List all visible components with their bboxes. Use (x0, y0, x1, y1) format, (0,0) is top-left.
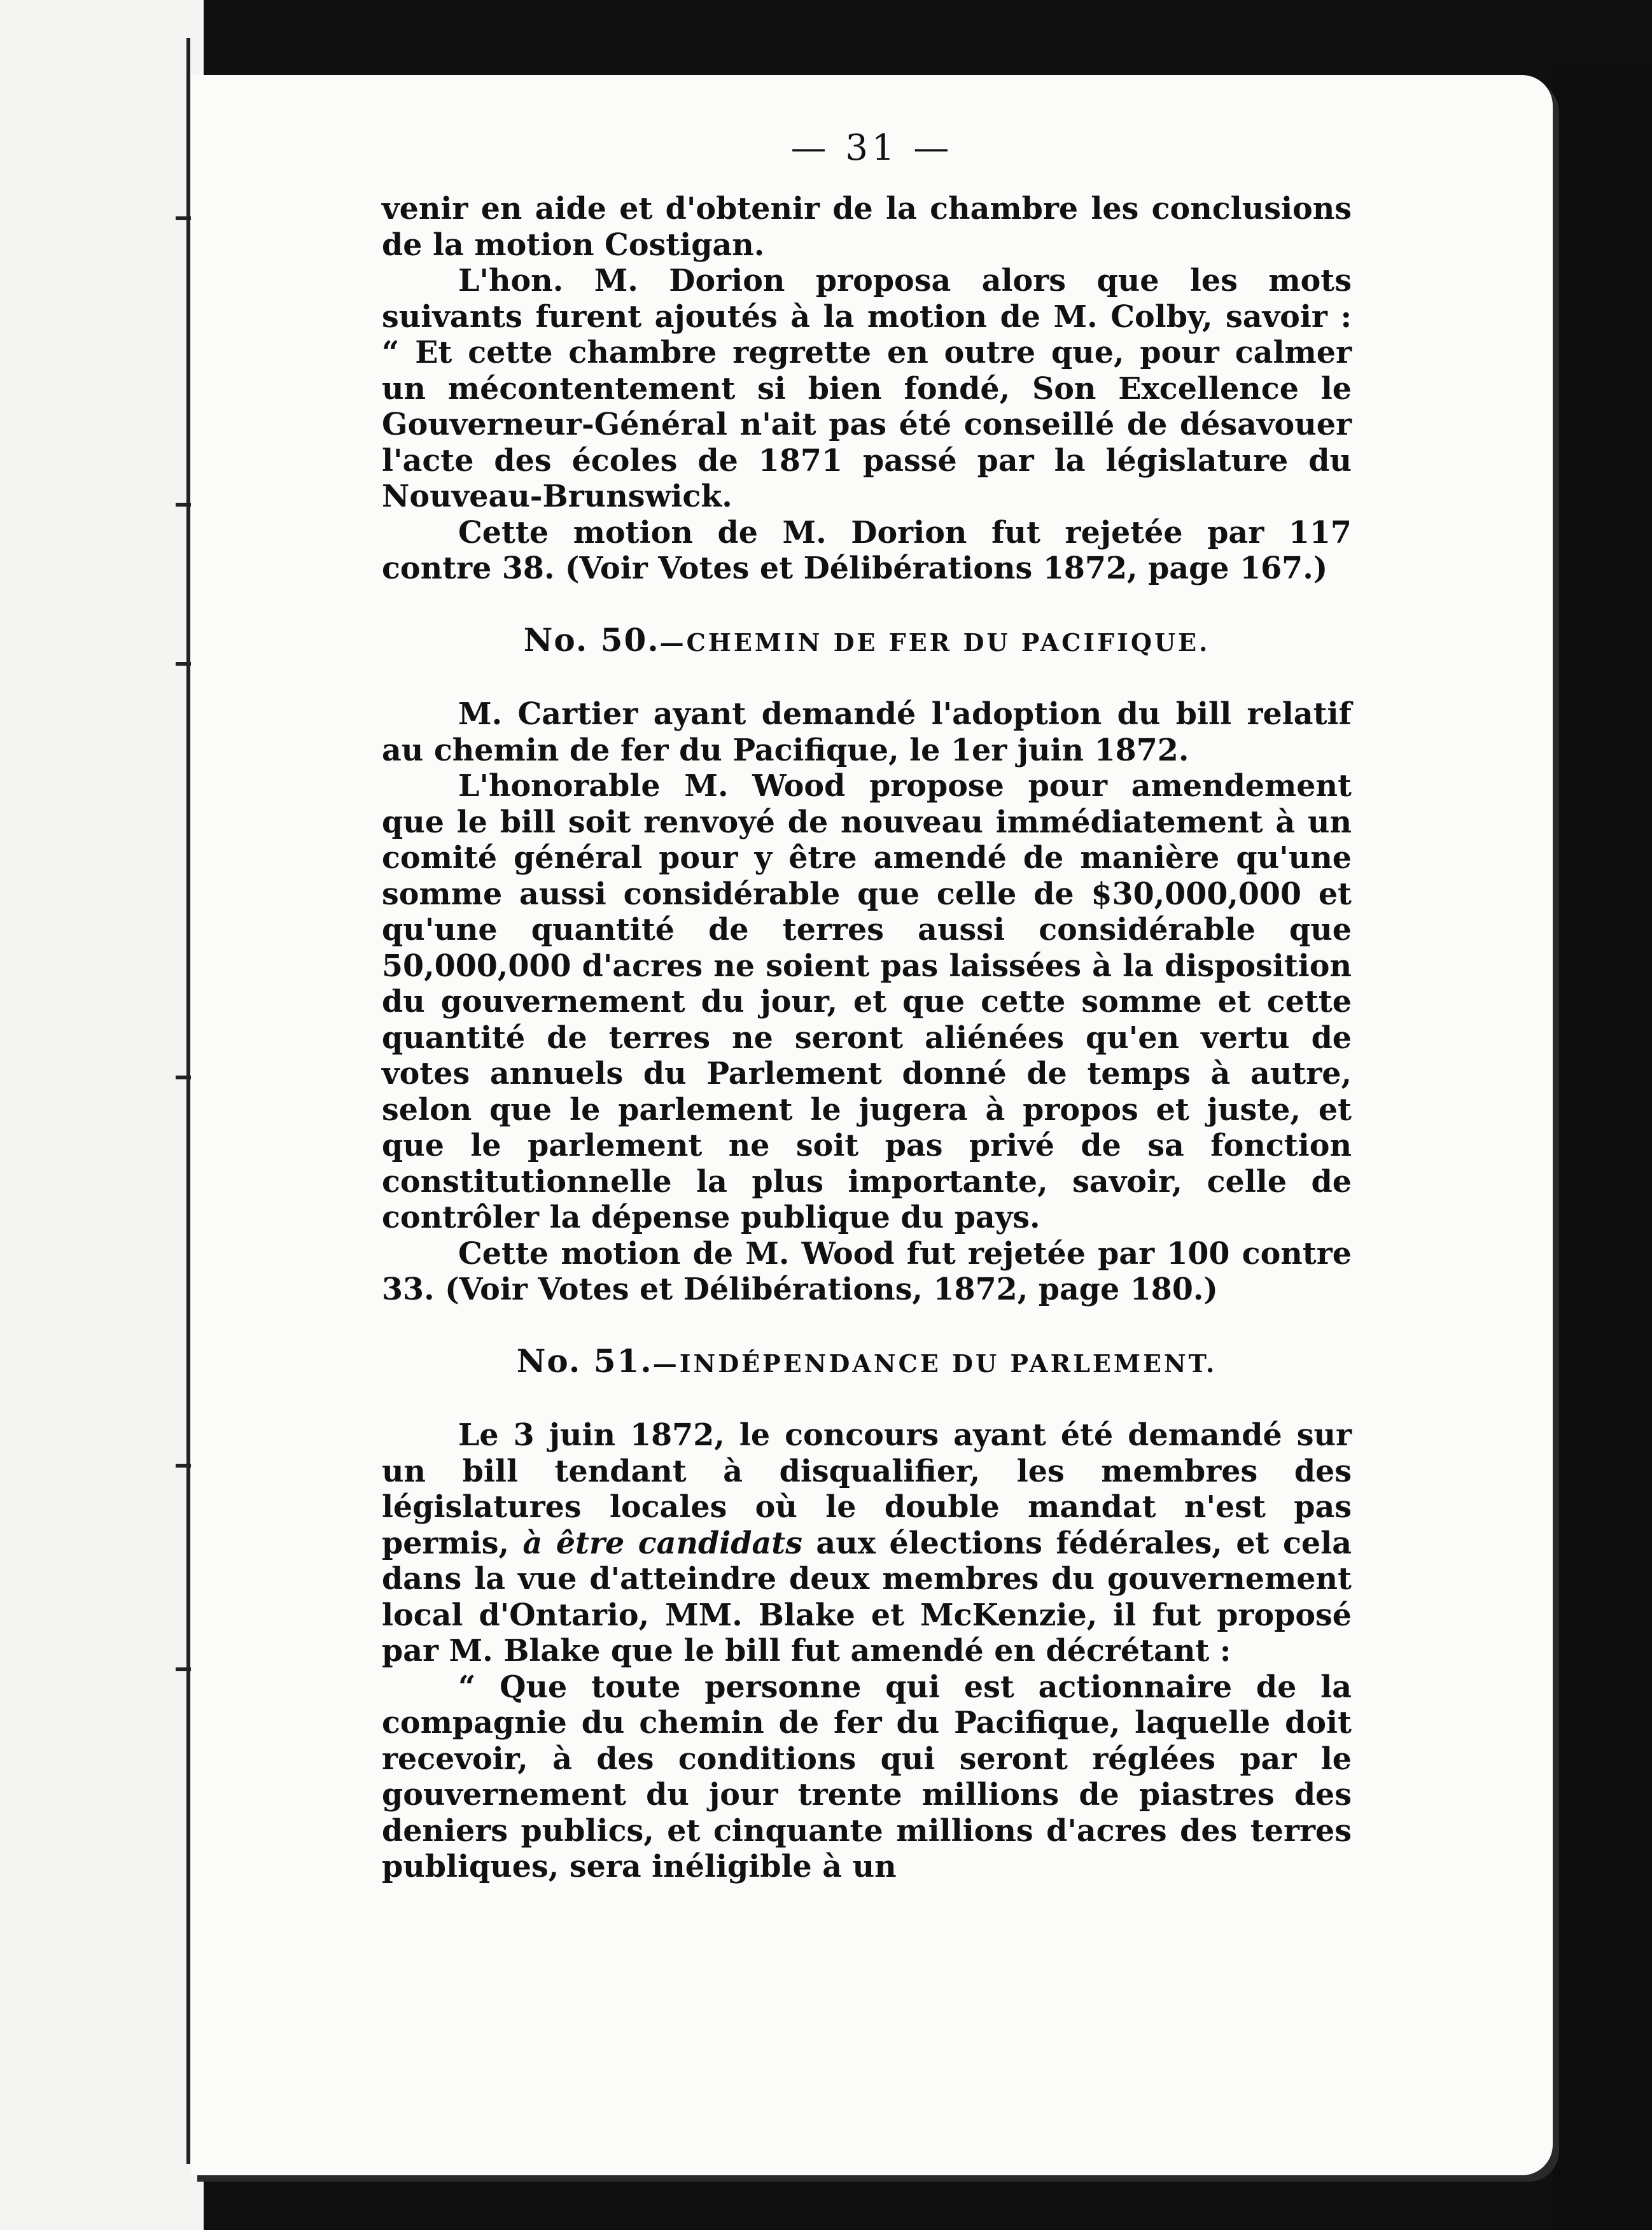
paragraph: venir en aide et d'obtenir de la chambre les conclusions de la motion Costigan. (382, 191, 1352, 263)
paragraph-text: aux élections fédérales, et cela dans la vue d'atteindre deux membres du gouvernement local d'Ontario, MM. Blake et McKenzie, il fut proposé par M. Blake que le bill fut amendé en décrétant : (382, 1525, 1352, 1669)
section-number: No. 50. (523, 621, 660, 659)
section-heading (382, 622, 1352, 661)
paragraph: Cette motion de M. Dorion fut rejetée par 117 contre 38. (Voir Votes et Délibérations 1872, page 167.) (382, 514, 1352, 586)
page-text (191, 0, 1553, 2100)
section-heading (382, 1343, 1352, 1382)
paragraph: “ Que toute personne qui est actionnaire de la compagnie du chemin de fer du Pacifique, laquelle doit recevoir, à des conditions qui seront réglées par le gouvernement du jour trente millions de piastres des deniers publics, et cinquante millions d'acres des terres publiques, sera inéligible à un (382, 1669, 1352, 1884)
paragraph-text: Le 3 juin 1872, le concours ayant été demandé sur un bill tendant à disqualifier, les membres des législatures locales où le double mandat n'est pas permis, (382, 1417, 1352, 1561)
scan-background (1553, 64, 1652, 2230)
paragraph: Cette motion de M. Wood fut rejetée par 100 contre 33. (Voir Votes et Délibérations, 1872, page 180.) (382, 1235, 1352, 1307)
paragraph: L'honorable M. Wood propose pour amendement que le bill soit renvoyé de nouveau immédiatement à un comité général pour y être amendé de manière qu'une somme aussi considérable que celle de $30,000,000 et qu'une quantité de terres aussi considérable que 50,000,000 d'acres ne soient pas laissées à la disposition du gouvernement du jour, et que cette somme et cette quantité de terres ne seront aliénées qu'en vertu de votes annuels du Parlement donné de temps à autre, selon que le parlement le jugera à propos et juste, et que le parlement ne soit pas privé de sa fonction constitutionnelle la plus importante, savoir, celle de contrôler la dépense publique du pays. (382, 768, 1352, 1235)
italic-text: à être candidats (522, 1525, 802, 1561)
section-number: No. 51. (516, 1342, 653, 1380)
section-title: —INDÉPENDANCE DU PARLEMENT. (652, 1349, 1217, 1378)
paragraph: M. Cartier ayant demandé l'adoption du bill relatif au chemin de fer du Pacifique, le 1er juin 1872. (382, 696, 1352, 768)
facing-page-edge (0, 0, 204, 2230)
paragraph (382, 1417, 1352, 1669)
section-title: —CHEMIN DE FER DU PACIFIQUE. (659, 628, 1210, 657)
binding-thread (186, 38, 190, 2164)
paragraph: L'hon. M. Dorion proposa alors que les mots suivants furent ajoutés à la motion de M. Colby, savoir : “ Et cette chambre regrette en outre que, pour calmer un mécontentement si bien fondé, Son Excellence le Gouverneur-Général n'ait pas été conseillé de désavouer l'acte des écoles de 1871 passé par la législature du Nouveau-Brunswick. (382, 263, 1352, 514)
page-body (382, 191, 1352, 1885)
page-number: — 31 — (790, 127, 953, 169)
